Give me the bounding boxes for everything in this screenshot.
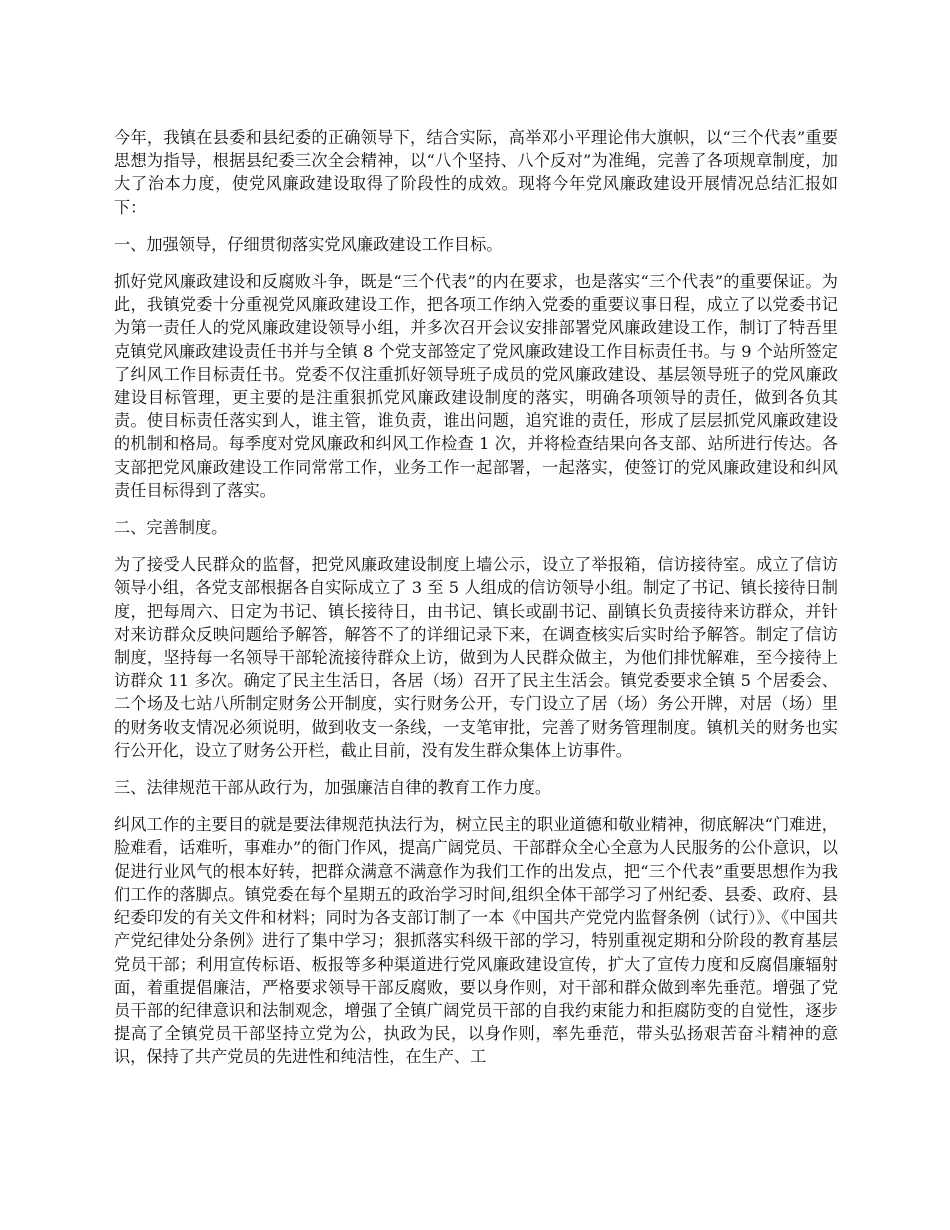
section-heading-1: 一、加强领导，仔细贯彻落实党风廉政建设工作目标。 <box>114 234 503 254</box>
section-3-paragraph: 纠风工作的主要目的就是要法律规范执法行为，树立民主的职业道德和敬业精神，彻底解决“门难进，脸难看，话难听，事难办”的衙门作风，提高广阔党员、干部群众全心全意为人民服务的公仆意识，以促进行业风气的根本好转，把群众满意不满意作为我们工作的出发点，把“三个代表”重要思想作为我们工作的落脚点。镇党委在每个星期五的政治学习时间,组织全体干部学习了州纪委、县委、政府、县纪委印发的有关文件和材料；同时为各支部订制了一本《中国共产党党内监督条例（试行）》、《中国共产党纪律处分条例》进行了集中学习；狠抓落实科级干部的学习，特别重视定期和分阶段的教育基层党员干部；利用宣传标语、板报等多种渠道进行党风廉政建设宣传，扩大了宣传力度和反腐倡廉辐射面，着重提倡廉洁，严格要求领导干部反腐败，要以身作则，对干部和群众做到率先垂范。增强了党员干部的纪律意识和法制观念，增强了全镇广阔党员干部的自我约束能力和拒腐防变的自觉性，逐步提高了全镇党员干部坚持立党为公，执政为民，以身作则，率先垂范，带头弘扬艰苦奋斗精神的意识，保持了共产党员的先进性和纯洁性，在生产、工 <box>114 815 838 1067</box>
section-heading-2: 二、完善制度。 <box>114 518 228 538</box>
document-body <box>114 126 838 1083</box>
section-2-paragraph: 为了接受人民群众的监督，把党风廉政建设制度上墙公示，设立了举报箱，信访接待室。成立了信访领导小组，各党支部根据各自实际成立了 3 至 5 人组成的信访领导小组。制定了书记、镇长接待日制度，把每周六、日定为书记、镇长接待日，由书记、镇长或副书记、副镇长负责接待来访群众，并针对来访群众反映问题给予解答，解答不了的详细记录下来，在调查核实后实时给予解答。制定了信访制度，坚持每一名领导干部轮流接待群众上访，做到为人民群众做主，为他们排忧解难，至今接待上访群众 11 多次。确定了民主生活日，各居（场）召开了民主生活会。镇党委要求全镇 5 个居委会、二个场及七站八所制定财务公开制度，实行财务公开，专门设立了居（场）务公开牌，对居（场）里的财务收支情况必须说明，做到收支一条线，一支笔审批，完善了财务管理制度。镇机关的财务也实行公开化，设立了财务公开栏，截止目前，没有发生群众集体上访事件。 <box>114 555 838 760</box>
section-heading-3: 三、法律规范干部从政行为，加强廉洁自律的教育工作力度。 <box>114 778 552 798</box>
section-1-paragraph: 抓好党风廉政建设和反腐败斗争，既是“三个代表”的内在要求，也是落实“三个代表”的重要保证。为此，我镇党委十分重视党风廉政建设工作，把各项工作纳入党委的重要议事日程，成立了以党委书记为第一责任人的党风廉政建设领导小组，并多次召开会议安排部署党风廉政建设工作，制订了特吾里克镇党风廉政建设责任书并与全镇 8 个党支部签定了党风廉政建设工作目标责任书。与 9 个站所签定了纠风工作目标责任书。党委不仅注重抓好领导班子成员的党风廉政建设、基层领导班子的党风廉政建设目标管理，更主要的是注重狠抓党风廉政建设制度的落实，明确各项领导的责任，做到各负其责。使目标责任落实到人，谁主管，谁负责，谁出问题，追究谁的责任，形成了层层抓党风廉政建设的机制和格局。每季度对党风廉政和纠风工作检查 1 次，并将检查结果向各支部、站所进行传达。各支部把党风廉政建设工作同常常工作，业务工作一起部署，一起落实，使签订的党风廉政建设和纠风责任目标得到了落实。 <box>114 272 838 500</box>
intro-paragraph: 今年，我镇在县委和县纪委的正确领导下，结合实际，高举邓小平理论伟大旗帜，以“三个代表”重要思想为指导，根据县纪委三次全会精神，以“八个坚持、八个反对”为准绳，完善了各项规章制度，加大了治本力度，使党风廉政建设取得了阶段性的成效。现将今年党风廉政建设开展情况总结汇报如下： <box>114 128 838 217</box>
